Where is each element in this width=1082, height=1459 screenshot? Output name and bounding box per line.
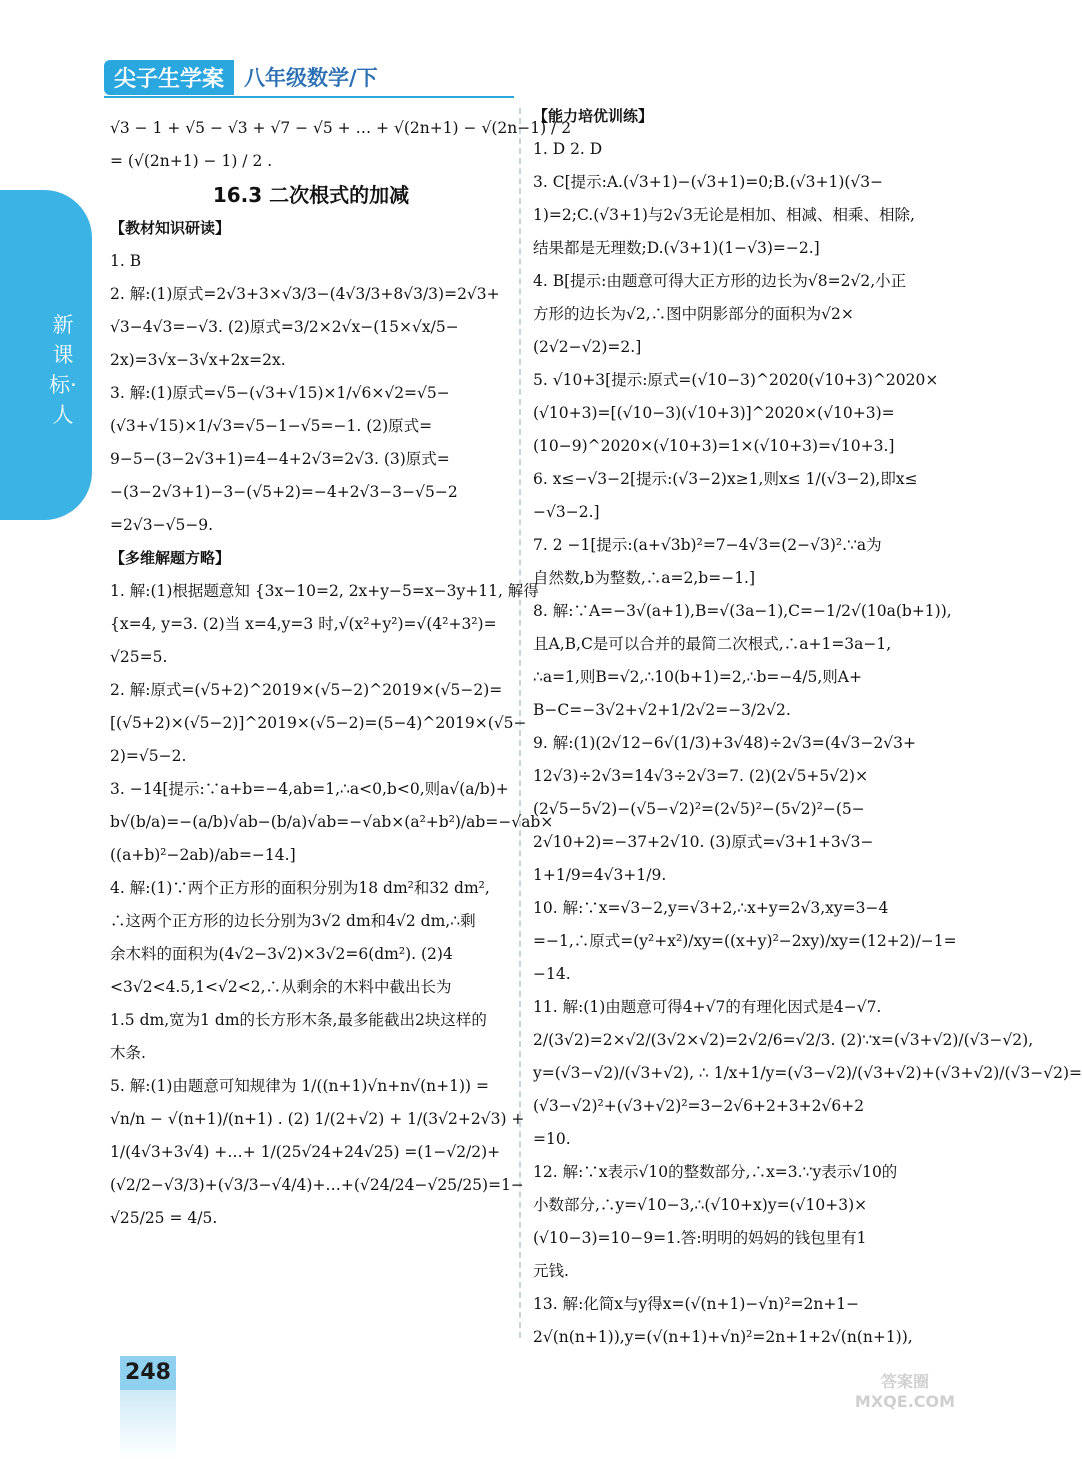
answer-line: 8. 解:∵A=−3√(a+1),B=√(3a−1),C=−1/2√(10a(b+1)), [533, 602, 952, 620]
answer-line: (2√5−5√2)−(√5−√2)²=(2√5)²−(5√2)²−(5− [533, 800, 865, 818]
answer-line: 1/(4√3+3√4) +…+ 1/(25√24+24√25) =(1−√2/2)+ [110, 1143, 501, 1161]
answer-line: 1. B [110, 252, 142, 270]
book-brand [104, 60, 378, 94]
answer-line: 3. 解:(1)原式=√5−(√3+√15)×1/√6×√2=√5− [110, 384, 450, 402]
answer-line: 5. √10+3[提示:原式=(√10−3)^2020(√10+3)^2020× [533, 371, 939, 389]
answer-line: 2√10+2)=−37+2√10. (3)原式=√3+1+3√3− [533, 833, 874, 851]
brand-title: 尖子生学案 [104, 60, 234, 95]
answer-line: 2x)=3√x−3√x+2x=2x. [110, 351, 286, 369]
page-number-strip [120, 1390, 176, 1459]
answer-line: 3. C[提示:A.(√3+1)−(√3+1)=0;B.(√3+1)(√3− [533, 173, 884, 191]
watermark-logo [820, 1372, 990, 1452]
answer-line: 2)=√5−2. [110, 747, 187, 765]
answer-line: (√3+√15)×1/√3=√5−1−√5=−1. (2)原式= [110, 417, 433, 435]
section-title: 16.3 二次根式的加减 [212, 183, 410, 207]
answer-line: −√3−2.] [533, 503, 600, 521]
answer-line: 自然数,b为整数,∴a=2,b=−1.] [533, 569, 756, 587]
page-number: 248 [120, 1356, 176, 1390]
answer-line: =10. [533, 1130, 571, 1148]
answer-line: B−C=−3√2+√2+1/2√2=−3/2√2. [533, 701, 791, 719]
answer-line: 4. B[提示:由题意可得大正方形的边长为√8=2√2,小正 [533, 272, 907, 290]
answer-line: (√2/2−√3/3)+(√3/3−√4/4)+…+(√24/24−√25/25)=1− [110, 1176, 524, 1194]
answer-line: 12√3)÷2√3=14√3÷2√3=7. (2)(2√5+5√2)× [533, 767, 869, 785]
answer-line: 1.5 dm,宽为1 dm的长方形木条,最多能截出2块这样的 [110, 1011, 487, 1029]
answer-line: 1. 解:(1)根据题意知 {3x−10=2, 2x+y−5=x−3y+11, 解得 [110, 582, 539, 600]
answer-line: 小数部分,∴y=√10−3,∴(√10+x)y=(√10+3)× [533, 1196, 868, 1214]
answer-line: √n/n − √(n+1)/(n+1) . (2) 1/(2+√2) + 1/(3√2+2√3) + [110, 1110, 525, 1128]
side-tab-label: 新课标·人 [49, 313, 77, 427]
answer-line: (√3−√2)²+(√3+√2)²=3−2√6+2+3+2√6+2 [533, 1097, 865, 1115]
answer-line: 4. 解:(1)∵两个正方形的面积分别为18 dm²和32 dm², [110, 879, 490, 897]
answer-line: 且A,B,C是可以合并的最简二次根式,∴a+1=3a−1, [533, 635, 892, 653]
answer-line: {x=4, y=3. (2)当 x=4,y=3 时,√(x²+y²)=√(4²+3²)= [110, 615, 497, 633]
answer-line: (2√2−√2)=2.] [533, 338, 642, 356]
answer-line: 6. x≤−√3−2[提示:(√3−2)x≥1,则x≤ 1/(√3−2),即x≤ [533, 470, 918, 488]
answer-line: 1+1/9=4√3+1/9. [533, 866, 667, 884]
section-heading: 【教材知识研读】 [110, 219, 231, 237]
right-column [533, 100, 1082, 1354]
side-tab [0, 190, 92, 520]
answer-line: ∴a=1,则B=√2,∴10(b+1)=2,∴b=−4/5,则A+ [533, 668, 862, 686]
watermark-line: 答案圈 [880, 1372, 929, 1391]
watermark-line: MXQE.COM [854, 1392, 956, 1411]
answer-line: (√10+3)=[(√10−3)(√10+3)]^2020×(√10+3)= [533, 404, 895, 422]
answer-line: =−1,∴原式=(y²+x²)/xy=((x+y)²−2xy)/xy=(12+2)/−1= [533, 932, 957, 950]
answer-line: = (√(2n+1) − 1) / 2 . [110, 152, 273, 170]
answer-line: √25=5. [110, 648, 168, 666]
answer-line: ∴这两个正方形的边长分别为3√2 dm和4√2 dm,∴剩 [110, 912, 476, 930]
answer-line: b√(b/a)=−(a/b)√ab−(b/a)√ab=−√ab×(a²+b²)/ab=−√ab× [110, 813, 554, 831]
answer-line: <3√2<4.5,1<√2<2,∴从剩余的木料中截出长为 [110, 978, 452, 996]
brand-subtitle: 八年级数学/下 [244, 66, 378, 90]
answer-line: 1. D 2. D [533, 140, 603, 158]
section-heading: 【能力培优训练】 [533, 107, 654, 125]
answer-line: 元钱. [533, 1262, 569, 1280]
answer-line: 11. 解:(1)由题意可得4+√7的有理化因式是4−√7. [533, 998, 882, 1016]
answer-line: 9. 解:(1)(2√12−6√(1/3)+3√48)÷2√3=(4√3−2√3+ [533, 734, 916, 752]
answer-line: 13. 解:化简x与y得x=(√(n+1)−√n)²=2n+1− [533, 1295, 860, 1313]
answer-line: 木条. [110, 1044, 146, 1062]
answer-line: 2. 解:(1)原式=2√3+3×√3/3−(4√3/3+8√3/3)=2√3+ [110, 285, 500, 303]
answer-line: 2√(n(n+1)),y=(√(n+1)+√n)²=2n+1+2√(n(n+1)), [533, 1328, 913, 1346]
answer-line: 余木料的面积为(4√2−3√2)×3√2=6(dm²). (2)4 [110, 945, 453, 963]
answer-line: y=(√3−√2)/(√3+√2), ∴ 1/x+1/y=(√3−√2)/(√3+√2)+(√3+√2)/(√3−√2)= [533, 1064, 1082, 1082]
answer-line: 结果都是无理数;D.(√3+1)(1−√3)=−2.] [533, 239, 820, 257]
answer-line: =2√3−√5−9. [110, 516, 214, 534]
answer-line: 1)=2;C.(√3+1)与2√3无论是相加、相减、相乘、相除, [533, 206, 915, 224]
answer-line: 2/(3√2)=2×√2/(3√2×√2)=2√2/6=√2/3. (2)∵x=(√3+√2)/(√3−√2), [533, 1031, 1034, 1049]
answer-line: 方形的边长为√2,∴图中阴影部分的面积为√2× [533, 305, 854, 323]
answer-line: 10. 解:∵x=√3−2,y=√3+2,∴x+y=2√3,xy=3−4 [533, 899, 889, 917]
answer-line: 12. 解:∵x表示√10的整数部分,∴x=3.∵y表示√10的 [533, 1163, 898, 1181]
answer-line: 3. −14[提示:∵a+b=−4,ab=1,∴a<0,b<0,则a√(a/b)+ [110, 780, 509, 798]
answer-line: √25/25 = 4/5. [110, 1209, 218, 1227]
answer-line: −(3−2√3+1)−3−(√5+2)=−4+2√3−3−√5−2 [110, 483, 458, 501]
answer-line: √3−4√3=−√3. (2)原式=3/2×2√x−(15×√x/5− [110, 318, 459, 336]
answer-line: (√10−3)=10−9=1.答:明明的妈妈的钱包里有1 [533, 1229, 867, 1247]
answer-line: (10−9)^2020×(√10+3)=1×(√10+3)=√10+3.] [533, 437, 895, 455]
answer-line: 5. 解:(1)由题意可知规律为 1/((n+1)√n+n√(n+1)) = [110, 1077, 489, 1095]
answer-line: 7. 2 −1[提示:(a+√3b)²=7−4√3=(2−√3)².∵a为 [533, 536, 882, 554]
answer-line: ((a+b)²−2ab)/ab=−14.] [110, 846, 296, 864]
header-rule [104, 96, 514, 98]
section-heading: 【多维解题方略】 [110, 549, 231, 567]
answer-line: √3 − 1 + √5 − √3 + √7 − √5 + … + √(2n+1) − √(2n−1) / 2 [110, 119, 572, 137]
answer-line: 2. 解:原式=(√5+2)^2019×(√5−2)^2019×(√5−2)= [110, 681, 503, 699]
answer-line: [(√5+2)×(√5−2)]^2019×(√5−2)=(5−4)^2019×(√5− [110, 714, 527, 732]
answer-line: −14. [533, 965, 571, 983]
answer-line: 9−5−(3−2√3+1)=4−4+2√3=2√3. (3)原式= [110, 450, 450, 468]
